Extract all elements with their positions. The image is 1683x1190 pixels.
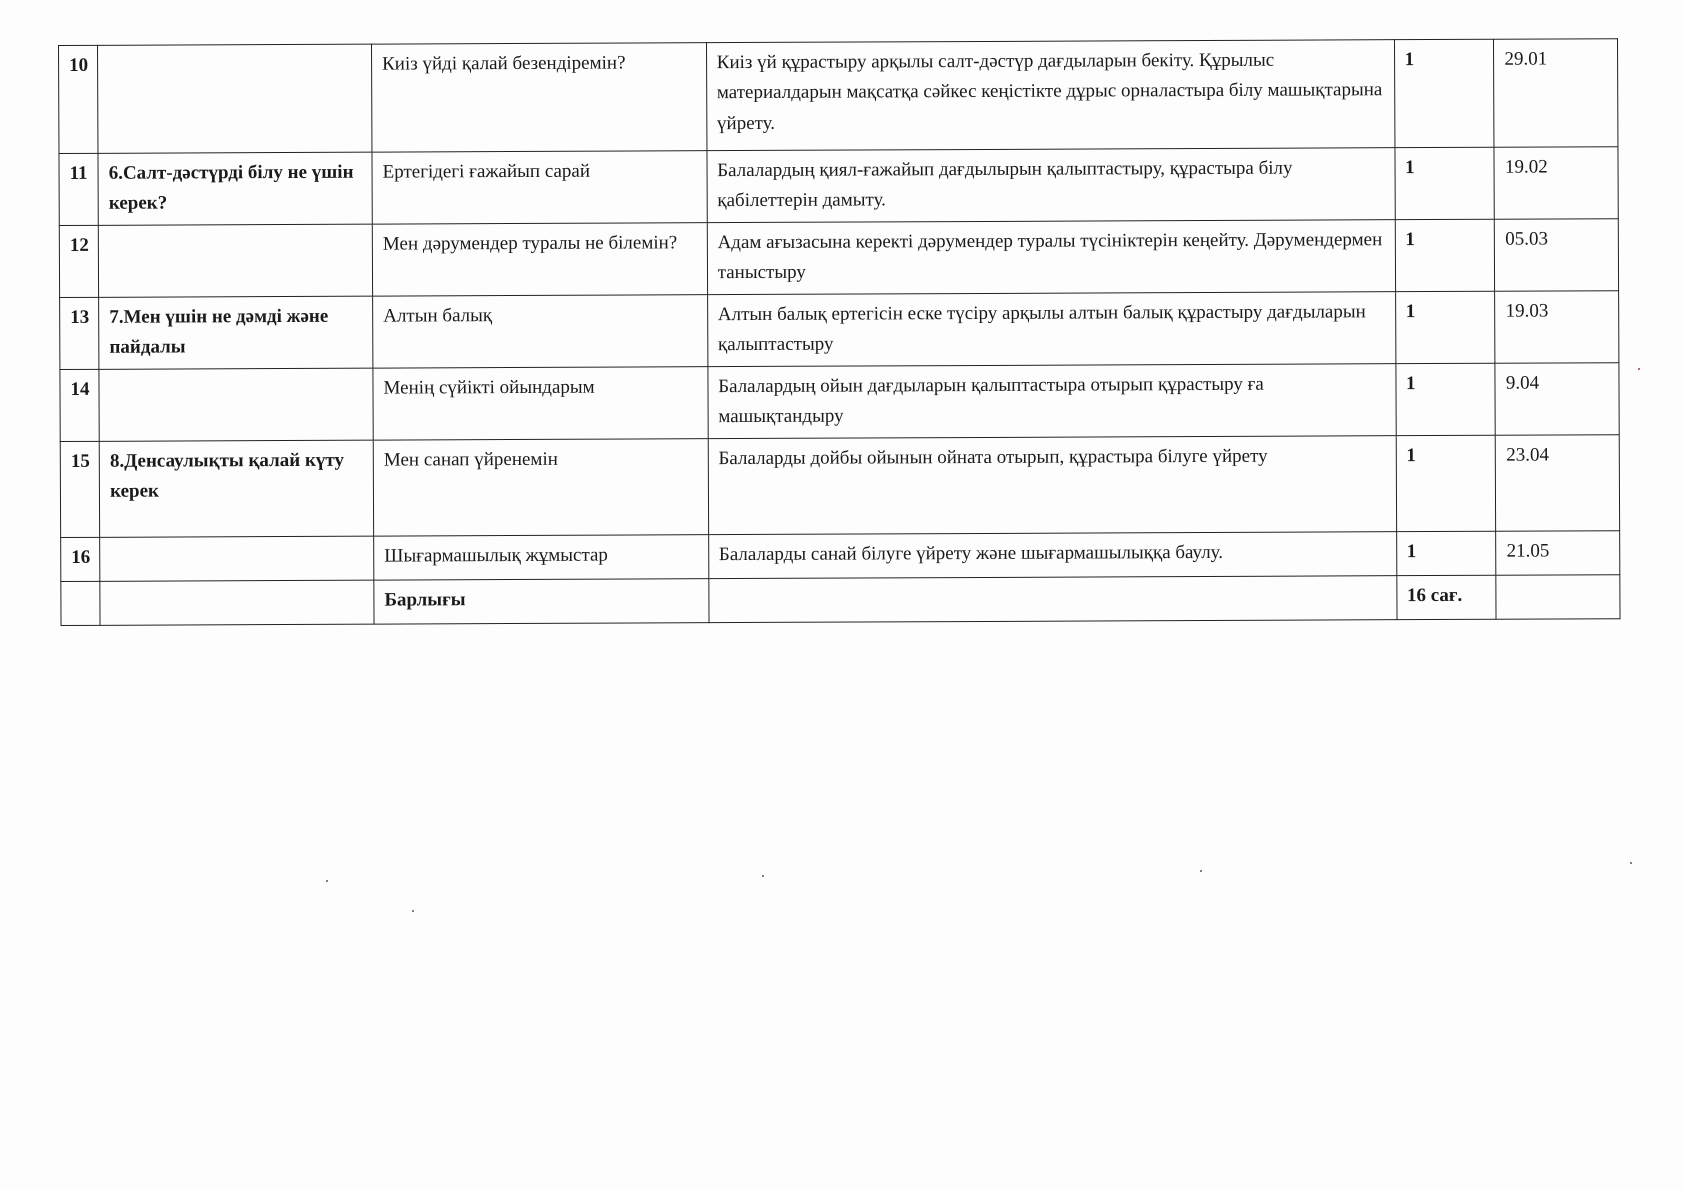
table-row <box>60 435 1619 538</box>
lesson-hours: 1 <box>1394 39 1494 147</box>
lesson-hours: 1 <box>1395 291 1495 363</box>
row-number: 15 <box>60 441 100 537</box>
lesson-topic: Мен дәрумендер туралы не білемін? <box>372 223 707 296</box>
row-number: 14 <box>60 369 99 441</box>
scan-speck <box>1638 368 1640 370</box>
section-title: 7.Мен үшін не дәмді және пайдалы <box>99 296 373 369</box>
lesson-date: 05.03 <box>1495 219 1619 292</box>
lesson-date: 19.02 <box>1494 147 1618 220</box>
row-number: 16 <box>61 537 100 581</box>
lesson-hours: 1 <box>1396 531 1496 575</box>
section-title <box>99 368 373 441</box>
section-title: 6.Салт-дәстүрді білу не үшін керек? <box>98 152 372 225</box>
row-number: 13 <box>60 297 99 369</box>
lesson-topic: Ертегідегі ғажайып сарай <box>372 151 707 224</box>
total-hours: 16 сағ. <box>1396 575 1496 619</box>
lesson-goal: Балалардың ойын дағдыларын қалыптастыра отырып құрастыру ға машықтандыру <box>708 364 1396 439</box>
lesson-goal: Балалардың қиял-ғажайып дағдылырын қалыптастыру, құрастыра білу қабілеттерін дамыту. <box>707 148 1395 223</box>
lesson-topic: Менің сүйікті ойындарым <box>373 367 708 440</box>
section-title <box>100 536 374 581</box>
lesson-date: 29.01 <box>1494 39 1618 148</box>
scan-speck <box>326 880 328 882</box>
lesson-hours: 1 <box>1394 147 1494 219</box>
table-row <box>59 39 1618 154</box>
table-row <box>59 219 1618 298</box>
section-title <box>98 224 372 297</box>
lesson-topic: Алтын балық <box>373 295 708 368</box>
table-row <box>59 147 1618 226</box>
total-label: Барлығы <box>374 579 709 624</box>
lesson-hours: 1 <box>1395 219 1495 291</box>
table-row <box>61 531 1620 582</box>
row-number: 10 <box>59 45 99 153</box>
lesson-date: 23.04 <box>1496 435 1620 532</box>
lesson-date: 21.05 <box>1496 531 1620 576</box>
scan-speck <box>762 875 764 877</box>
lesson-goal: Балаларды дойбы ойынын ойната отырып, құрастыра білуге үйрету <box>708 436 1396 535</box>
curriculum-table <box>58 38 1621 626</box>
empty-cell <box>709 576 1397 623</box>
scan-speck <box>1200 870 1202 872</box>
table-row <box>60 363 1619 442</box>
lesson-topic: Шығармашылық жұмыстар <box>374 535 709 580</box>
lesson-date: 19.03 <box>1495 291 1619 364</box>
lesson-topic: Мен санап үйренемін <box>373 439 708 536</box>
lesson-goal: Киіз үй құрастыру арқылы салт-дәстүр дағдыларын бекіту. Құрылыс материалдарын мақсатқа сәйкес кеңістікте дұрыс орналастыра білу машықтарына үйрету. <box>706 40 1394 151</box>
table-row <box>60 291 1619 370</box>
empty-cell <box>1496 575 1620 620</box>
lesson-goal: Алтын балық ертегісін еске түсіру арқылы алтын балық құрастыру дағдыларын қалыптастыру <box>707 292 1395 367</box>
lesson-date: 9.04 <box>1495 363 1619 436</box>
scan-speck <box>412 910 414 912</box>
total-row <box>61 575 1620 626</box>
section-title <box>98 44 372 153</box>
scan-speck <box>1630 862 1632 864</box>
lesson-topic: Киіз үйді қалай безендіремін? <box>372 43 707 152</box>
lesson-goal: Адам ағызасына керекті дәрумендер туралы түсініктерін кеңейту. Дәрумендермен таныстыру <box>707 220 1395 295</box>
lesson-hours: 1 <box>1395 363 1495 435</box>
empty-cell <box>100 580 374 625</box>
row-number: 11 <box>59 153 98 225</box>
empty-cell <box>61 581 100 625</box>
lesson-hours: 1 <box>1396 435 1496 531</box>
lesson-goal: Балаларды санай білуге үйрету және шығармашылыққа баулу. <box>708 532 1396 579</box>
section-title: 8.Денсаулықты қалай күту керек <box>99 440 373 537</box>
row-number: 12 <box>59 225 98 297</box>
